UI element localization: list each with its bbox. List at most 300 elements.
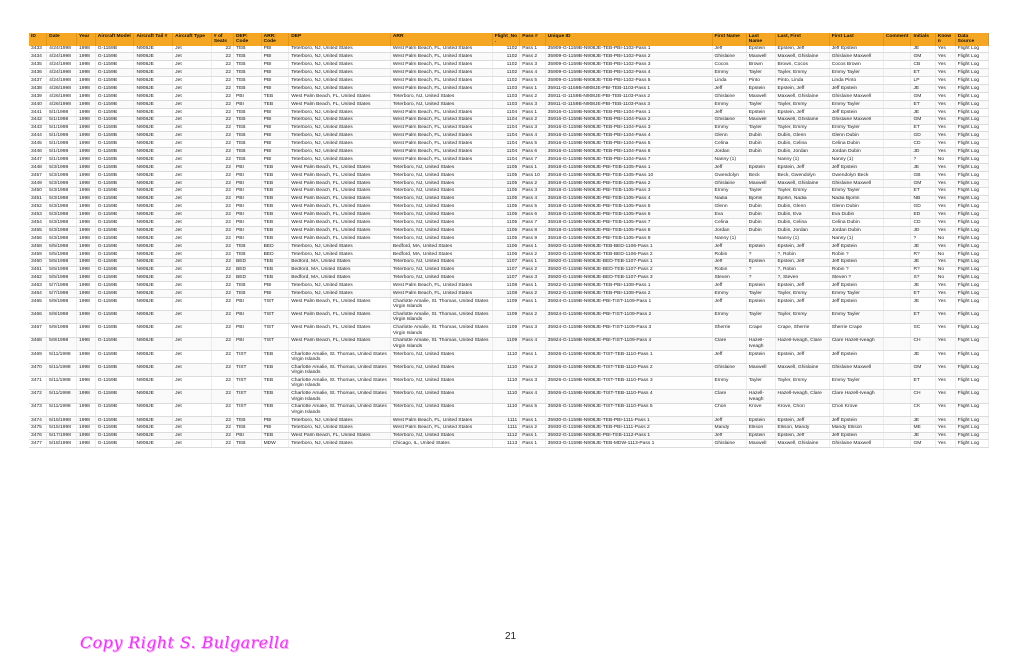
table-cell [883,92,911,100]
table-cell: 5/5/1998 [47,242,77,250]
table-cell: 22 [211,282,233,290]
table-cell: G-1159B [95,148,134,156]
table-cell: 22 [211,258,233,266]
table-cell [746,156,775,164]
table-cell: 35926-G-1159B-N908JE-TIST-TEB-1110-Pass 1 [545,350,712,363]
table-cell: Jeff [712,416,746,424]
table-cell: TEB [233,46,261,53]
table-cell: 1105 [492,227,520,235]
table-cell: GM [911,116,935,124]
table-cell: Bedford, MA, United States [390,242,492,250]
table-cell: CK [911,403,935,416]
table-cell: Ghislaine Maxwell [829,53,883,61]
table-cell: Dubin [746,203,775,211]
table-cell [883,234,911,242]
table-cell: Teterboro, NJ, United States [390,258,492,266]
table-cell: TIST [233,403,261,416]
table-cell: 35916-G-1159B-N908JE-TEB-PBI-1104-Pass 6 [545,148,712,156]
table-cell: West Palm Beach, FL, United States [390,140,492,148]
table-cell: Emmy [712,290,746,298]
table-cell [883,140,911,148]
table-cell: ?, Robin [775,250,829,258]
table-cell: Flight Log [955,116,988,124]
table-cell: 5/3/1998 [47,163,77,171]
table-row [29,179,989,187]
table-cell: Jet [173,53,212,61]
table-cell: TEB [233,85,261,93]
column-header: Aircraft Type [173,33,212,46]
table-cell: PBI [261,148,289,156]
table-cell: West Palm Beach, FL, United States [289,432,391,440]
table-cell: TEB [233,282,261,290]
table-cell [883,274,911,282]
column-header: First Name [712,33,746,46]
table-row [29,69,989,77]
table-cell: 5/11/1998 [47,377,77,390]
table-cell: 1998 [77,250,96,258]
table-cell: Flight Log [955,424,988,432]
table-cell: Flight Log [955,432,988,440]
table-cell: Flight Log [955,179,988,187]
table-cell: Linda [712,77,746,85]
table-cell: G-1159B [95,156,134,164]
table-cell: Dubin, Jordan [775,148,829,156]
table-cell [883,266,911,274]
table-cell: Flight Log [955,416,988,424]
table-cell [883,350,911,363]
table-cell: 22 [211,234,233,242]
table-cell: Pass 1 [520,163,545,171]
table-cell [883,108,911,116]
table-cell: PBI [261,132,289,140]
table-cell: 5/1/1998 [47,132,77,140]
table-cell: 22 [211,203,233,211]
table-cell [883,179,911,187]
table-cell: 3451 [29,195,47,203]
table-cell: G-1159B [95,211,134,219]
table-cell: G-1159B [95,132,134,140]
table-cell: 1998 [77,211,96,219]
table-cell: Jet [173,337,212,350]
table-cell: 1998 [77,148,96,156]
table-cell: Nanny (1) [829,156,883,164]
table-cell [883,440,911,448]
table-cell: Epstein [746,258,775,266]
table-cell: 3439 [29,92,47,100]
table-cell: West Palm Beach, FL, United States [390,53,492,61]
table-cell: Jeff [712,46,746,53]
table-cell: Flight Log [955,440,988,448]
table-row [29,77,989,85]
table-cell: Jeff [712,242,746,250]
table-cell: 1998 [77,337,96,350]
table-cell: 22 [211,187,233,195]
table-cell: Pass 3 [520,324,545,337]
table-cell: Flight Log [955,350,988,363]
table-cell: Robin [712,250,746,258]
table-cell: Nanny (1) [712,156,746,164]
table-row [29,116,989,124]
column-header: DEP: Code [233,33,261,46]
table-row [29,203,989,211]
table-cell: Pass 1 [520,298,545,311]
table-cell: West Palm Beach, FL, United States [390,156,492,164]
table-cell: Epstein, Jeff [775,85,829,93]
table-cell: GM [911,92,935,100]
table-cell: Flight Log [955,53,988,61]
table-cell: 1998 [77,377,96,390]
table-cell: 22 [211,179,233,187]
table-cell: Teterboro, NJ, United States [289,69,391,77]
table-cell: N908JE [134,298,173,311]
table-cell: PBI [233,234,261,242]
table-cell: PBI [261,416,289,424]
table-cell: 1998 [77,179,96,187]
table-cell: Clare Hazell-Iveagh [829,337,883,350]
column-header: First Last [829,33,883,46]
table-cell: JD [911,227,935,235]
table-cell: Jet [173,195,212,203]
table-cell: Chori [712,403,746,416]
table-cell: Nadia [712,195,746,203]
table-cell: 1998 [77,140,96,148]
table-row [29,85,989,93]
table-cell: 22 [211,116,233,124]
table-cell: BED [233,258,261,266]
table-cell: 22 [211,108,233,116]
table-cell: TEB [261,187,289,195]
table-cell: Pass 6 [520,211,545,219]
table-cell: 1998 [77,416,96,424]
table-cell: PBI [233,187,261,195]
table-cell: West Palm Beach, FL, United States [289,311,391,324]
table-cell: Celina Dubin [829,140,883,148]
table-cell: TEB [233,250,261,258]
table-cell: Tayler [746,100,775,108]
table-cell: 35909-G-1159B-N908JE-TEB-PBI-1102-Pass 3 [545,61,712,69]
table-cell: N908JE [134,377,173,390]
column-header: Aircraft Tail # [134,33,173,46]
table-cell: ED [911,211,935,219]
table-cell: Jeff [712,350,746,363]
table-cell [883,156,911,164]
table-row [29,132,989,140]
table-cell [883,311,911,324]
table-cell: 1998 [77,324,96,337]
table-cell: G-1159B [95,390,134,403]
table-cell: 1998 [77,77,96,85]
table-cell: Yes [935,77,955,85]
table-cell: Pass 2 [520,92,545,100]
table-cell: Emmy Tayler [829,187,883,195]
table-cell: PBI [233,311,261,324]
table-cell: 5/5/1998 [47,250,77,258]
column-header: Initials [911,33,935,46]
table-cell: 3459 [29,250,47,258]
table-cell: PBI [261,116,289,124]
table-cell [883,364,911,377]
table-cell: R? [911,250,935,258]
table-cell: 3472 [29,390,47,403]
table-row [29,108,989,116]
table-cell: ?, Robin [775,266,829,274]
table-cell: Bjorlin, Nadia [775,195,829,203]
table-cell: West Palm Beach, FL, United States [289,195,391,203]
table-cell: Teterboro, NJ, United States [390,403,492,416]
table-cell: Yes [935,242,955,250]
table-cell: Pass 7 [520,219,545,227]
table-cell: ? [746,274,775,282]
table-cell: S? [911,274,935,282]
table-cell: No [935,156,955,164]
table-cell: 5/9/1998 [47,298,77,311]
table-cell: 1102 [492,61,520,69]
table-cell: Flight Log [955,132,988,140]
table-cell: N908JE [134,100,173,108]
table-cell: 35920-G-1159B-N908JE-BED-TEB-1107-Pass 2 [545,266,712,274]
table-cell: Yes [935,148,955,156]
table-cell: GD [911,203,935,211]
table-cell: Tayler, Emmy [775,124,829,132]
table-cell: 22 [211,85,233,93]
table-cell [883,61,911,69]
table-cell: Yes [935,290,955,298]
table-row [29,171,989,179]
table-cell: Charlotte Amalie, St. Thomas, United States Virgin Islands [390,337,492,350]
table-cell: Pass 1 [520,432,545,440]
table-cell: G-1159B [95,53,134,61]
table-cell: 1104 [492,156,520,164]
table-cell: Dubin [746,211,775,219]
table-cell: 5/11/1998 [47,350,77,363]
table-cell: Emmy Tayler [829,377,883,390]
table-cell: 5/7/1998 [47,282,77,290]
table-cell: G-1159B [95,85,134,93]
table-cell: PBI [261,124,289,132]
table-cell: JE [911,108,935,116]
table-cell: 22 [211,219,233,227]
table-cell: Bedford, MA, United States [289,266,391,274]
table-cell: PBI [233,337,261,350]
table-cell: Flight Log [955,211,988,219]
table-cell: Flight Log [955,250,988,258]
table-row [29,46,989,53]
table-cell: Yes [935,116,955,124]
column-header: ID [29,33,47,46]
table-cell: JE [911,85,935,93]
table-cell: 1998 [77,163,96,171]
table-cell: Yes [935,132,955,140]
table-row [29,195,989,203]
table-cell: Pass 2 [520,250,545,258]
table-cell: Clare [712,337,746,350]
table-cell: 35932-G-1159B-N908JE-PBI-TEB-1112-Pass 1 [545,432,712,440]
table-cell: TEB [261,195,289,203]
table-cell: 22 [211,171,233,179]
table-cell: 1103 [492,100,520,108]
table-cell: Jordan Dubin [829,227,883,235]
table-cell: Teterboro, NJ, United States [289,61,391,69]
table-cell: N908JE [134,187,173,195]
table-cell: Flight Log [955,311,988,324]
table-cell: Epstein, Jeff [775,46,829,53]
table-cell: Flight Log [955,298,988,311]
table-cell: 1103 [492,85,520,93]
table-cell: Jeff [712,85,746,93]
table-cell: 3458 [29,242,47,250]
table-cell: 1998 [77,290,96,298]
table-cell: Yes [935,432,955,440]
table-row [29,274,989,282]
table-cell [883,148,911,156]
table-cell: 3452 [29,203,47,211]
table-cell: N908JE [134,148,173,156]
table-cell: Flight Log [955,227,988,235]
table-cell: Nadia Bjorlin [829,195,883,203]
table-cell: TEB [261,350,289,363]
table-cell: Charlotte Amalie, St. Thomas, United States Virgin Islands [289,390,391,403]
table-cell: Tayler [746,377,775,390]
table-cell: 35918-G-1159B-N908JE-PBI-TEB-1105-Pass 8 [545,227,712,235]
table-cell: Yes [935,124,955,132]
table-cell: 5/3/1998 [47,211,77,219]
table-cell: Epstein [746,46,775,53]
table-cell: 35924-G-1159B-N908JE-PBI-TIST-1109-Pass 3 [545,324,712,337]
table-cell: 5/11/1998 [47,364,77,377]
table-cell: Yes [935,100,955,108]
table-cell: 3469 [29,350,47,363]
table-cell: 35918-G-1159B-N908JE-PBI-TEB-1105-Pass 2 [545,179,712,187]
table-cell: Crape [746,324,775,337]
table-cell: 1998 [77,432,96,440]
table-cell: West Palm Beach, FL, United States [390,46,492,53]
table-cell: 22 [211,403,233,416]
table-cell: PBI [261,156,289,164]
table-cell: Teterboro, NJ, United States [390,274,492,282]
table-cell: Dubin [746,227,775,235]
table-cell: G-1159B [95,92,134,100]
table-cell: West Palm Beach, FL, United States [390,124,492,132]
table-cell: PBI [261,53,289,61]
table-cell: PBI [233,227,261,235]
table-cell: 5/3/1998 [47,203,77,211]
table-cell: 35918-G-1159B-N908JE-PBI-TEB-1105-Pass 1 [545,163,712,171]
table-cell: 35924-G-1159B-N908JE-PBI-TIST-1109-Pass 4 [545,337,712,350]
table-cell: N908JE [134,440,173,448]
table-cell: Yes [935,337,955,350]
table-row [29,227,989,235]
table-cell: Jet [173,282,212,290]
table-cell: Jordan [712,148,746,156]
table-cell: Pass 5 [520,403,545,416]
table-cell: 5/3/1998 [47,187,77,195]
table-cell: 22 [211,298,233,311]
table-cell: Hazell-Iveagh, Clare [775,390,829,403]
table-cell: G-1159B [95,282,134,290]
table-cell: 3465 [29,298,47,311]
table-cell: 5/18/1998 [47,440,77,448]
table-cell [883,85,911,93]
table-cell: Jet [173,350,212,363]
table-cell: Jet [173,163,212,171]
table-cell: West Palm Beach, FL, United States [390,77,492,85]
table-cell: N908JE [134,290,173,298]
table-cell: Tayler [746,187,775,195]
table-cell: Flight Log [955,46,988,53]
table-cell: Yes [935,140,955,148]
table-cell: 4/26/1998 [47,100,77,108]
table-cell: 4/26/1998 [47,92,77,100]
column-header: Date [47,33,77,46]
table-cell [883,250,911,258]
table-cell: 1104 [492,148,520,156]
table-cell: 1998 [77,390,96,403]
table-cell: TEB [261,432,289,440]
table-cell: TEB [261,377,289,390]
table-cell: PBI [233,432,261,440]
table-cell [883,282,911,290]
table-cell [883,219,911,227]
table-cell: TEB [233,124,261,132]
table-cell: JE [911,432,935,440]
table-cell: G-1159B [95,258,134,266]
table-row [29,290,989,298]
table-cell: Maxwell, Ghislaine [775,179,829,187]
table-cell: Teterboro, NJ, United States [390,390,492,403]
table-cell: Jet [173,140,212,148]
column-header: Year [77,33,96,46]
table-cell: 1102 [492,69,520,77]
table-cell: 3447 [29,156,47,164]
table-cell: Jet [173,258,212,266]
table-cell: 3450 [29,187,47,195]
table-cell: 3453 [29,211,47,219]
table-cell: 35918-G-1159B-N908JE-PBI-TEB-1105-Pass 5 [545,203,712,211]
table-cell: TIST [233,390,261,403]
table-cell: 1102 [492,77,520,85]
table-cell: Hazell-Iveagh, Clare [775,337,829,350]
table-cell: Dubin [746,148,775,156]
table-cell: Emmy [712,311,746,324]
table-cell: TEB [233,424,261,432]
table-cell: N908JE [134,53,173,61]
table-row [29,390,989,403]
table-cell: TEB [261,364,289,377]
table-cell: Flight Log [955,282,988,290]
table-cell: N908JE [134,116,173,124]
table-cell: 3455 [29,227,47,235]
table-cell: Jeff [712,282,746,290]
table-cell: TEB [233,77,261,85]
table-cell: 1105 [492,203,520,211]
table-cell: Yes [935,203,955,211]
table-cell: CH [911,337,935,350]
table-cell: 5/11/1998 [47,403,77,416]
table-cell: 1107 [492,274,520,282]
column-header: Aircraft Model [95,33,134,46]
table-cell: 1103 [492,92,520,100]
table-cell: 1105 [492,195,520,203]
table-cell: Jordan Dubin [829,148,883,156]
table-cell: PBI [261,46,289,53]
table-cell [883,195,911,203]
table-cell: 1110 [492,350,520,363]
table-cell: TEB [261,203,289,211]
table-cell: N908JE [134,171,173,179]
table-cell: Pass 1 [520,282,545,290]
table-cell: Epstein, Jeff [775,416,829,424]
page-number: 21 [505,631,517,642]
